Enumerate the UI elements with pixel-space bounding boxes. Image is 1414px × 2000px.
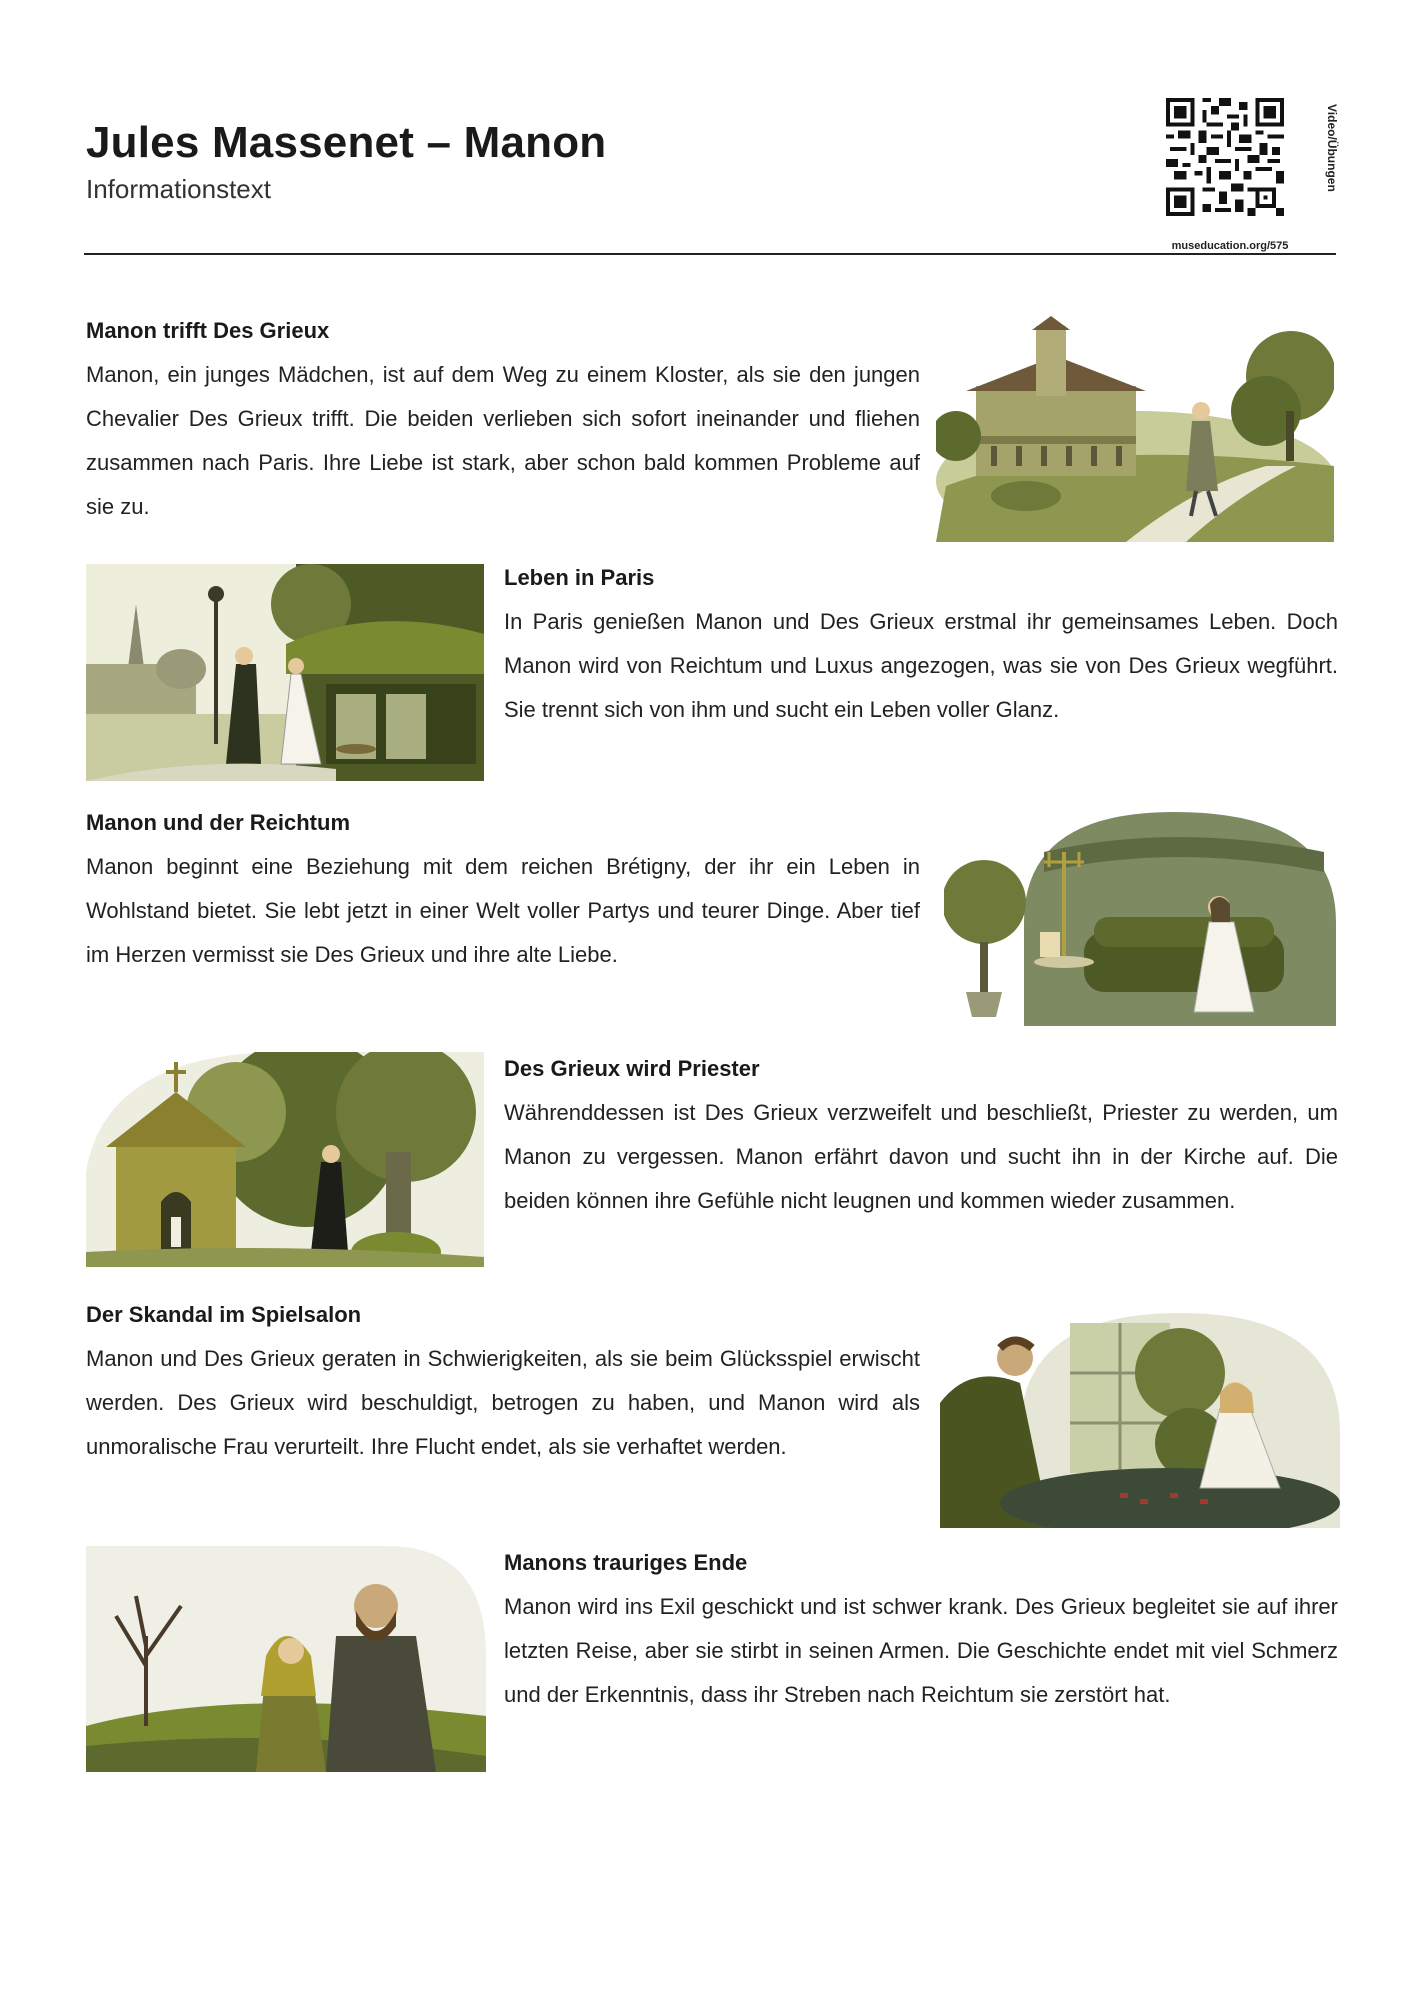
page-title: Jules Massenet – Manon <box>86 118 607 167</box>
section-der-skandal-im-spielsalon <box>86 1293 920 1469</box>
casino-illustration <box>940 1313 1340 1528</box>
page-subtitle: Informationstext <box>86 174 271 204</box>
section-des-grieux-wird-priester <box>504 1047 1338 1223</box>
church-illustration <box>86 1052 484 1267</box>
section-body: Währenddessen ist Des Grieux verzweifelt und beschließt, Priester zu werden, um Manon zu vergessen. Manon erfährt davon und sucht ihn in der Kirche auf. Die beiden können ihre Gefühle nicht leugnen und kommen wieder zusammen. <box>504 1100 1338 1213</box>
section-title: Manons trauriges Ende <box>504 1550 748 1575</box>
section-title: Der Skandal im Spielsalon <box>86 1302 362 1327</box>
section-body: Manon und Des Grieux geraten in Schwierigkeiten, als sie beim Glücksspiel erwischt werden. Des Grieux wird beschuldigt, betrogen zu haben, und Manon wird als unmoralische Frau verurteilt. Ihre Flucht endet, als sie verhaftet werden. <box>86 1346 920 1459</box>
qr-url-link[interactable]: museducation.org/575 <box>1171 240 1289 252</box>
section-body: Manon beginnt eine Beziehung mit dem reichen Brétigny, der ihr ein Leben in Wohlstand bietet. Sie lebt jetzt in einer Welt voller Partys und teurer Dinge. Aber tief im Herzen vermisst sie Des Grieux und ihre alte Liebe. <box>86 854 920 967</box>
exile-illustration <box>86 1546 486 1772</box>
section-body: Manon wird ins Exil geschickt und ist schwer krank. Des Grieux begleitet sie auf ihrer letzten Reise, aber sie stirbt in seinen Armen. Die Geschichte endet mit viel Schmerz und der Erkenntnis, dass ihr Streben nach Reichtum sie zerstört hat. <box>504 1594 1338 1707</box>
section-title: Leben in Paris <box>504 565 655 590</box>
salon-illustration <box>944 812 1336 1026</box>
section-leben-in-paris <box>504 556 1338 732</box>
section-manon-und-der-reichtum <box>86 801 920 977</box>
paris-cafe-illustration <box>86 564 484 781</box>
qr-side-label: Video/Übungen <box>1325 104 1339 192</box>
section-title: Des Grieux wird Priester <box>504 1056 760 1081</box>
section-manons-trauriges-ende <box>504 1541 1338 1717</box>
section-body: In Paris genießen Manon und Des Grieux erstmal ihr gemeinsames Leben. Doch Manon wird von Reichtum und Luxus angezogen, was sie von Des Grieux wegführt. Sie trennt sich von ihm und sucht ein Leben voller Glanz. <box>504 609 1338 722</box>
section-title: Manon und der Reichtum <box>86 810 350 835</box>
section-manon-trifft-des-grieux <box>86 309 920 529</box>
section-title: Manon trifft Des Grieux <box>86 318 330 343</box>
monastery-illustration <box>936 316 1334 542</box>
qr-code[interactable] <box>1166 98 1284 216</box>
section-body: Manon, ein junges Mädchen, ist auf dem Weg zu einem Kloster, als sie den jungen Chevalier Des Grieux trifft. Die beiden verlieben sich sofort ineinander und fliehen zusammen nach Paris. Ihre Liebe ist stark, aber schon bald kommen Probleme auf sie zu. <box>86 362 920 519</box>
header-divider <box>84 253 1336 255</box>
